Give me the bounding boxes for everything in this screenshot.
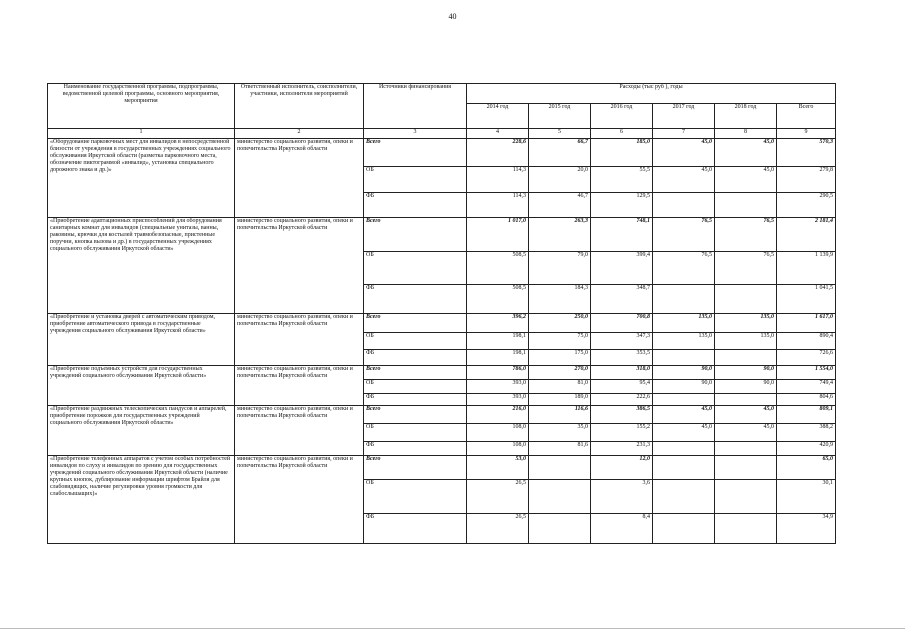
year-value: 508,5 (467, 252, 529, 285)
responsible-executor: министерство социального развития, опеки и попечительства Иркутской области (235, 314, 364, 366)
year-value: 263,3 (529, 218, 591, 252)
column-number: 9 (777, 129, 836, 139)
year-value: 90,0 (715, 380, 777, 394)
header-year: 2014 год (467, 104, 529, 129)
year-value: 748,1 (591, 218, 653, 252)
year-value (715, 285, 777, 314)
year-value: 81,0 (529, 380, 591, 394)
year-value: 46,7 (529, 193, 591, 218)
total-value: 388,2 (777, 424, 836, 442)
funding-source: Всего (364, 218, 467, 252)
column-number: 7 (653, 129, 715, 139)
responsible-executor: министерство социального развития, опеки и попечительства Иркутской области (235, 456, 364, 544)
year-value (715, 456, 777, 480)
funding-source: ОБ (364, 167, 467, 193)
funding-source: ФБ (364, 442, 467, 456)
year-value: 318,0 (591, 366, 653, 380)
year-value: 386,5 (591, 406, 653, 424)
year-value: 79,0 (529, 252, 591, 285)
year-value (653, 456, 715, 480)
header-expenses-title: Расходы (тыс руб ), годы (467, 84, 836, 104)
table-body (48, 139, 836, 544)
year-value: 45,0 (715, 167, 777, 193)
year-value: 396,2 (467, 314, 529, 333)
year-value: 76,5 (715, 252, 777, 285)
year-value (529, 456, 591, 480)
year-value (715, 514, 777, 544)
year-value: 175,0 (529, 350, 591, 366)
year-value (715, 442, 777, 456)
year-value (715, 480, 777, 514)
year-value: 228,6 (467, 139, 529, 167)
year-value: 45,0 (653, 139, 715, 167)
expenses-table (47, 83, 836, 544)
year-value: 399,4 (591, 252, 653, 285)
column-number: 5 (529, 129, 591, 139)
funding-source: ОБ (364, 380, 467, 394)
header-source: Источники финансирования (364, 84, 467, 129)
table-row (48, 406, 836, 424)
year-value (653, 394, 715, 406)
activity-name: «Приобретение подъемных устройств для государственных учреждений социального обслуживания Иркутской области» (48, 366, 235, 406)
year-value: 270,0 (529, 366, 591, 380)
year-value: 198,1 (467, 350, 529, 366)
funding-source: Всего (364, 139, 467, 167)
year-value (653, 285, 715, 314)
total-value: 1 041,5 (777, 285, 836, 314)
year-value: 26,5 (467, 480, 529, 514)
page-edge-line (0, 628, 905, 629)
year-value (715, 350, 777, 366)
year-value: 347,3 (591, 333, 653, 350)
year-value (653, 442, 715, 456)
total-value: 804,6 (777, 394, 836, 406)
funding-source: ФБ (364, 350, 467, 366)
responsible-executor: министерство социального развития, опеки и попечительства Иркутской области (235, 139, 364, 218)
activity-name: «Оборудование парковочных мест для инвалидов в непосредственной близости от учреждения в государственных учреждениях социального обслуживания Иркутской области (разметка парковочного места, обозначение пиктограммой «инвалид», установка специального дорожного знака и др.)» (48, 139, 235, 218)
total-value: 34,9 (777, 514, 836, 544)
table-row (48, 314, 836, 333)
year-value: 1 017,0 (467, 218, 529, 252)
year-value: 81,6 (529, 442, 591, 456)
funding-source: ФБ (364, 285, 467, 314)
year-value: 20,0 (529, 167, 591, 193)
year-value: 3,6 (591, 480, 653, 514)
year-value: 45,0 (653, 167, 715, 193)
year-value (653, 350, 715, 366)
funding-source: ОБ (364, 333, 467, 350)
funding-source: ФБ (364, 514, 467, 544)
year-value: 90,0 (653, 380, 715, 394)
year-value: 786,0 (467, 366, 529, 380)
year-value: 35,0 (529, 424, 591, 442)
year-value: 116,6 (529, 406, 591, 424)
funding-source: Всего (364, 314, 467, 333)
header-year: 2018 год (715, 104, 777, 129)
funding-source: ОБ (364, 480, 467, 514)
year-value: 189,0 (529, 394, 591, 406)
total-value: 749,4 (777, 380, 836, 394)
column-number: 3 (364, 129, 467, 139)
year-value: 8,4 (591, 514, 653, 544)
year-value (715, 193, 777, 218)
header-name: Наименование государственной программы, подпрограммы, ведомственной целевой программы, основного мероприятия, мероприятия (48, 84, 235, 129)
year-value: 76,5 (715, 218, 777, 252)
responsible-executor: министерство социального развития, опеки и попечительства Иркутской области (235, 366, 364, 406)
column-number: 4 (467, 129, 529, 139)
total-value: 290,5 (777, 193, 836, 218)
header-total: Всего (777, 104, 836, 129)
year-value: 114,3 (467, 193, 529, 218)
header-year: 2015 год (529, 104, 591, 129)
funding-source: Всего (364, 366, 467, 380)
total-value: 809,1 (777, 406, 836, 424)
year-value: 12,0 (591, 456, 653, 480)
year-value: 135,0 (715, 333, 777, 350)
table-row (48, 456, 836, 480)
year-value: 55,5 (591, 167, 653, 193)
year-value: 45,0 (715, 139, 777, 167)
year-value: 348,7 (591, 285, 653, 314)
total-value: 30,1 (777, 480, 836, 514)
year-value: 135,0 (653, 333, 715, 350)
year-value: 90,0 (653, 366, 715, 380)
year-value: 76,5 (653, 218, 715, 252)
year-value: 45,0 (715, 424, 777, 442)
activity-name: «Приобретение раздвижных телескопических пандусов и аппарелей, приобретение порожков для государственных учреждений социального обслуживания Иркутской области» (48, 406, 235, 456)
funding-source: Всего (364, 406, 467, 424)
year-value (653, 193, 715, 218)
header-year: 2016 год (591, 104, 653, 129)
year-value: 75,0 (529, 333, 591, 350)
header-executor: Ответственный исполнитель, соисполнители, участники, исполнители мероприятий (235, 84, 364, 129)
column-number: 6 (591, 129, 653, 139)
year-value: 250,0 (529, 314, 591, 333)
total-value: 726,6 (777, 350, 836, 366)
total-value: 1 554,0 (777, 366, 836, 380)
funding-source: ОБ (364, 252, 467, 285)
responsible-executor: министерство социального развития, опеки и попечительства Иркутской области (235, 406, 364, 456)
column-number: 1 (48, 129, 235, 139)
year-value: 114,3 (467, 167, 529, 193)
year-value: 393,0 (467, 380, 529, 394)
year-value: 108,0 (467, 442, 529, 456)
total-value: 279,8 (777, 167, 836, 193)
funding-source: ОБ (364, 424, 467, 442)
activity-name: «Приобретение адаптационных приспособлений для оборудования санитарных комнат для инвалидов (специальные унитазы, ванны, раковины, крючки для костылей травмобезопасные, пристенные поручни, кнопка вызова и др.) в государственных учреждениях социального обслуживания Иркутской области» (48, 218, 235, 314)
year-value: 45,0 (653, 406, 715, 424)
column-number: 8 (715, 129, 777, 139)
year-value: 76,5 (653, 252, 715, 285)
year-value: 393,0 (467, 394, 529, 406)
year-value: 129,5 (591, 193, 653, 218)
total-value: 2 181,4 (777, 218, 836, 252)
table-row (48, 139, 836, 167)
total-value: 65,0 (777, 456, 836, 480)
year-value: 95,4 (591, 380, 653, 394)
year-value: 135,0 (653, 314, 715, 333)
year-value: 508,5 (467, 285, 529, 314)
total-value: 1 139,9 (777, 252, 836, 285)
activity-name: «Приобретение и установка дверей с автоматическим приводом, приобретение автоматического привода в государственные учреждения социального обслуживания Иркутской области» (48, 314, 235, 366)
year-value: 231,3 (591, 442, 653, 456)
table-row (48, 366, 836, 380)
funding-source: Всего (364, 456, 467, 480)
year-value: 53,0 (467, 456, 529, 480)
year-value: 135,0 (715, 314, 777, 333)
year-value: 90,0 (715, 366, 777, 380)
year-value: 700,8 (591, 314, 653, 333)
activity-name: «Приобретение телефонных аппаратов с учетом особых потребностей инвалидов по слуху и инвалидов по зрению для государственных учреждений социального обслуживания Иркутской области (наличие крупных кнопок, дублирование информации шрифтом Брайля для слабовидящих, наличие регулировки уровня громкости для слабослышащих)» (48, 456, 235, 544)
header-year: 2017 год (653, 104, 715, 129)
year-value (529, 480, 591, 514)
column-number: 2 (235, 129, 364, 139)
year-value (715, 394, 777, 406)
funding-source: ФБ (364, 394, 467, 406)
total-value: 890,4 (777, 333, 836, 350)
year-value: 185,0 (591, 139, 653, 167)
year-value: 45,0 (653, 424, 715, 442)
year-value (529, 514, 591, 544)
year-value (653, 514, 715, 544)
year-value: 66,7 (529, 139, 591, 167)
year-value: 45,0 (715, 406, 777, 424)
year-value: 353,5 (591, 350, 653, 366)
year-value: 198,1 (467, 333, 529, 350)
page-number: 40 (448, 12, 457, 21)
total-value: 420,9 (777, 442, 836, 456)
responsible-executor: министерство социального развития, опеки и попечительства Иркутской области (235, 218, 364, 314)
year-value: 216,0 (467, 406, 529, 424)
year-value: 155,2 (591, 424, 653, 442)
year-value: 108,0 (467, 424, 529, 442)
funding-source: ФБ (364, 193, 467, 218)
year-value (653, 480, 715, 514)
table-row (48, 218, 836, 252)
total-value: 1 617,0 (777, 314, 836, 333)
year-value: 184,3 (529, 285, 591, 314)
year-value: 26,5 (467, 514, 529, 544)
year-value: 222,6 (591, 394, 653, 406)
total-value: 570,3 (777, 139, 836, 167)
